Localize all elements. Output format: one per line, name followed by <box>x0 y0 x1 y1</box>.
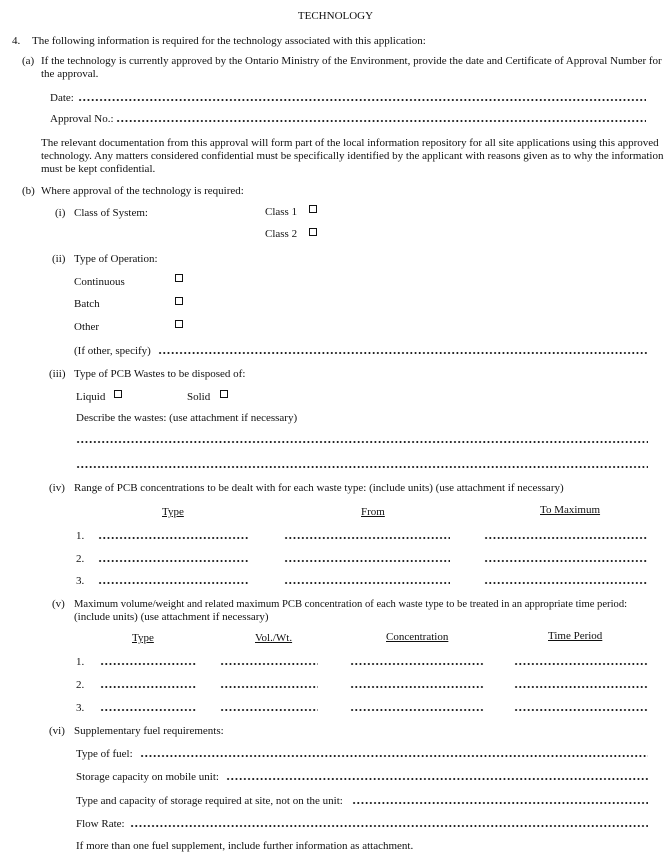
section-a-text-line1: If the technology is currently approved by the Ontario Ministry of the Environment, provide the date and Certificate of Approval Number for <box>41 55 662 67</box>
other-checkbox[interactable] <box>175 320 183 328</box>
other-label: Other <box>74 321 100 333</box>
liquid-label: Liquid <box>76 391 106 403</box>
range-row2-type[interactable] <box>98 560 248 562</box>
section-b-label: (b) <box>22 185 35 197</box>
volume-header-time-period: Time Period <box>548 630 603 642</box>
fuel-type-field[interactable] <box>140 755 648 757</box>
page-title: TECHNOLOGY <box>297 10 374 22</box>
fuel-requirements-label: Supplementary fuel requirements: <box>74 725 224 737</box>
section-b-text: Where approval of the technology is required: <box>41 185 244 197</box>
volume-row1-concentration[interactable] <box>350 663 484 665</box>
flow-rate-label: Flow Rate: <box>76 818 125 830</box>
class-1-checkbox[interactable] <box>309 205 317 213</box>
describe-wastes-field-2[interactable] <box>76 466 648 468</box>
subsection-v-label: (v) <box>52 598 65 610</box>
range-row-number: 3. <box>76 575 85 587</box>
class-2-label: Class 2 <box>265 228 298 240</box>
volume-header-type: Type <box>132 632 154 644</box>
volume-row2-vol-wt[interactable] <box>220 686 318 688</box>
confidential-note-line1: The relevant documentation from this approval will form part of the local information repository for all site applications using this approved <box>41 137 659 149</box>
volume-row2-time-period[interactable] <box>514 686 648 688</box>
volume-row-number: 3. <box>76 702 85 714</box>
volume-row2-type[interactable] <box>100 686 196 688</box>
question-number: 4. <box>12 35 21 47</box>
storage-mobile-label: Storage capacity on mobile unit: <box>76 771 219 783</box>
range-row-number: 1. <box>76 530 85 542</box>
volume-row2-concentration[interactable] <box>350 686 484 688</box>
range-row-number: 2. <box>76 553 85 565</box>
batch-label: Batch <box>74 298 100 310</box>
class-2-checkbox[interactable] <box>309 228 317 236</box>
subsection-iii-label: (iii) <box>49 368 66 380</box>
continuous-label: Continuous <box>74 276 125 288</box>
volume-row-number: 1. <box>76 656 85 668</box>
pcb-range-label: Range of PCB concentrations to be dealt with for each waste type: (include units) (use attachment if necessary) <box>74 482 564 494</box>
solid-label: Solid <box>187 391 211 403</box>
subsection-vi-label: (vi) <box>49 725 65 737</box>
volume-row3-vol-wt[interactable] <box>220 709 318 711</box>
volume-row1-type[interactable] <box>100 663 196 665</box>
volume-row1-time-period[interactable] <box>514 663 648 665</box>
approval-no-field[interactable] <box>116 120 646 122</box>
batch-checkbox[interactable] <box>175 297 183 305</box>
liquid-checkbox[interactable] <box>114 390 122 398</box>
confidential-note-line2: technology. Any matters considered confidential must be specifically identified by the applicant with reasons given as to why the information <box>41 150 664 162</box>
flow-rate-field[interactable] <box>130 825 648 827</box>
solid-checkbox[interactable] <box>220 390 228 398</box>
range-header-type: Type <box>162 506 184 518</box>
volume-row1-vol-wt[interactable] <box>220 663 318 665</box>
class-of-system-label: Class of System: <box>74 207 148 219</box>
range-row3-type[interactable] <box>98 582 248 584</box>
subsection-ii-label: (ii) <box>52 253 66 265</box>
fuel-type-label: Type of fuel: <box>76 748 133 760</box>
storage-site-label: Type and capacity of storage required at site, not on the unit: <box>76 795 343 807</box>
date-field[interactable] <box>78 99 646 101</box>
range-row3-from[interactable] <box>284 582 450 584</box>
range-header-from: From <box>361 506 385 518</box>
other-specify-label: (If other, specify) <box>74 345 151 357</box>
storage-site-field[interactable] <box>352 802 648 804</box>
volume-row3-time-period[interactable] <box>514 709 648 711</box>
type-of-operation-label: Type of Operation: <box>74 253 158 265</box>
date-label: Date: <box>50 92 74 104</box>
volume-row3-concentration[interactable] <box>350 709 484 711</box>
continuous-checkbox[interactable] <box>175 274 183 282</box>
range-row2-from[interactable] <box>284 560 450 562</box>
subsection-iv-label: (iv) <box>49 482 65 494</box>
range-row2-to[interactable] <box>484 560 648 562</box>
range-row1-from[interactable] <box>284 537 450 539</box>
pcb-wastes-label: Type of PCB Wastes to be disposed of: <box>74 368 246 380</box>
section-a-label: (a) <box>22 55 35 67</box>
question-text: The following information is required for the technology associated with this application: <box>32 35 426 47</box>
volume-header-concentration: Concentration <box>386 631 449 643</box>
approval-no-label: Approval No.: <box>50 113 114 125</box>
range-row1-type[interactable] <box>98 537 248 539</box>
confidential-note-line3: must be kept confidential. <box>41 163 156 175</box>
storage-mobile-field[interactable] <box>226 778 648 780</box>
volume-row3-type[interactable] <box>100 709 196 711</box>
max-volume-text-line1: Maximum volume/weight and related maximum PCB concentration of each waste type to be treated in an appropriate time period: <box>74 599 628 610</box>
volume-row-number: 2. <box>76 679 85 691</box>
fuel-footer-note: If more than one fuel supplement, include further information as attachment. <box>76 840 414 852</box>
range-header-to-maximum: To Maximum <box>540 504 601 516</box>
volume-header-vol-wt: Vol./Wt. <box>255 632 293 644</box>
describe-wastes-label: Describe the wastes: (use attachment if necessary) <box>76 412 298 424</box>
range-row1-to[interactable] <box>484 537 648 539</box>
range-row3-to[interactable] <box>484 582 648 584</box>
max-volume-text-line2: (include units) (use attachment if necessary) <box>74 611 269 623</box>
section-a-text-line2: the approval. <box>41 68 99 80</box>
other-specify-field[interactable] <box>158 352 648 354</box>
class-1-label: Class 1 <box>265 206 298 218</box>
subsection-i-label: (i) <box>55 207 66 219</box>
describe-wastes-field-1[interactable] <box>76 441 648 443</box>
